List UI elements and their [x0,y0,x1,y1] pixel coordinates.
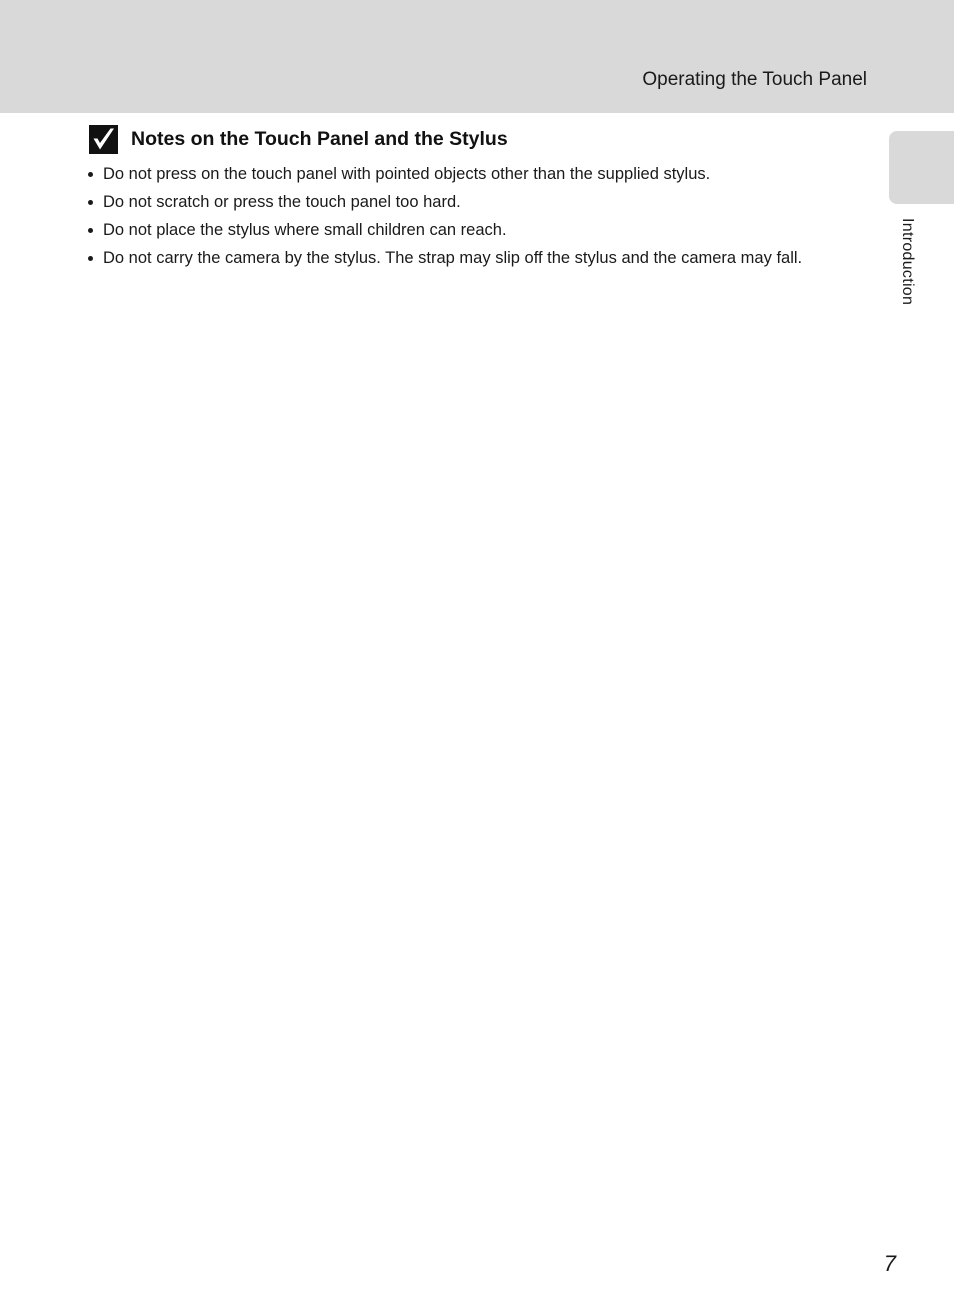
list-item [87,160,802,188]
bullet-icon [88,200,93,205]
list-item-text: Do not place the stylus where small children can reach. [103,221,507,239]
list-item [87,188,802,216]
header-band [0,0,954,113]
bullet-icon [88,172,93,177]
note-heading [89,123,508,155]
section-tab [889,131,954,204]
bullet-icon [88,256,93,261]
section-tab-label: Introduction [899,218,916,306]
list-item [87,244,802,272]
check-icon [89,125,118,154]
page-number: 7 [883,1251,896,1276]
bullet-icon [88,228,93,233]
list-item-text: Do not scratch or press the touch panel too hard. [103,193,461,211]
list-item [87,216,802,244]
list-item-text: Do not press on the touch panel with pointed objects other than the supplied stylus. [103,165,711,183]
list-item-text: Do not carry the camera by the stylus. The strap may slip off the stylus and the camera may fall. [103,249,803,267]
note-list [87,160,802,272]
note-title: Notes on the Touch Panel and the Stylus [131,128,508,150]
running-title: Operating the Touch Panel [642,69,867,90]
